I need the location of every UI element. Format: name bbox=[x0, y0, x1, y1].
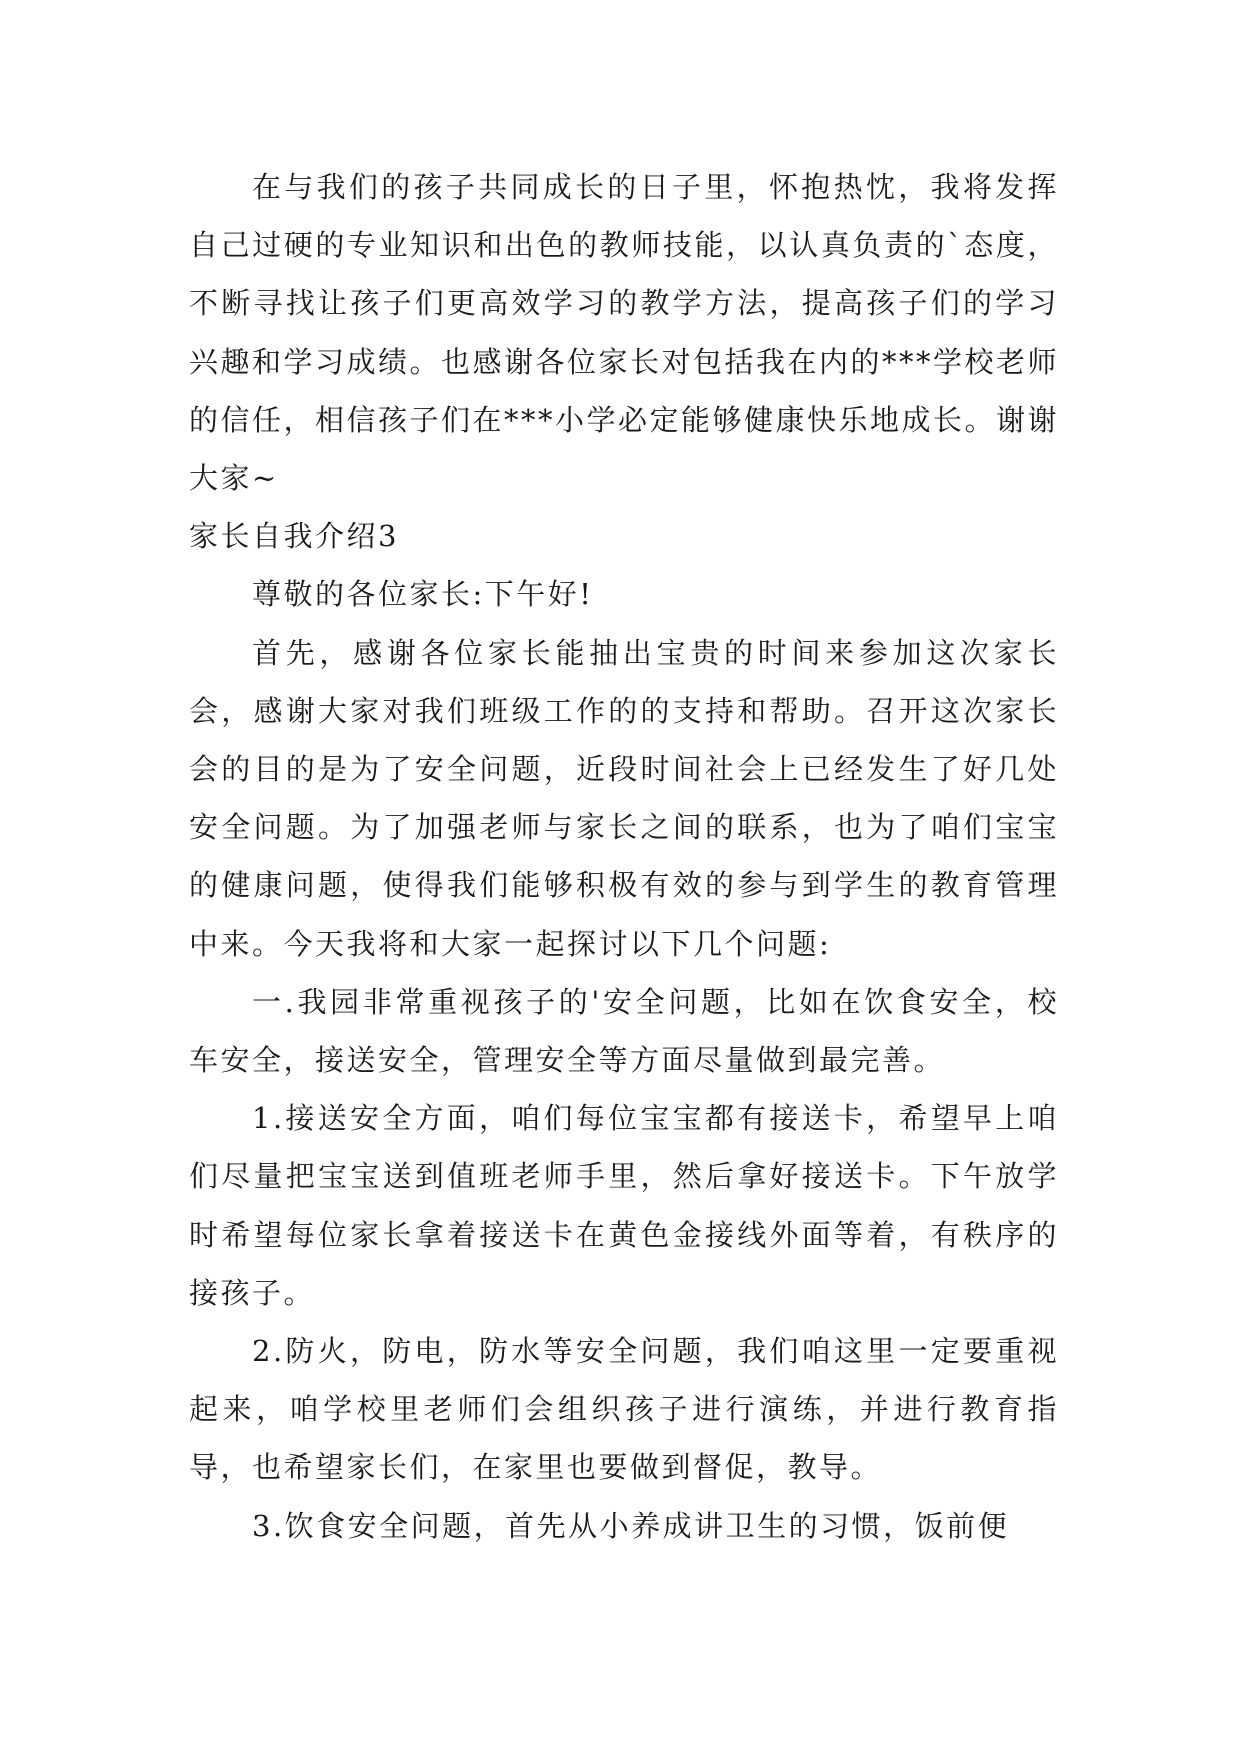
paragraph-item-2: 2.防火，防电，防水等安全问题，我们咱这里一定要重视起来，咱学校里老师们会组织孩子进行演练，并进行教育指导，也希望家长们，在家里也要做到督促，教导。 bbox=[189, 1334, 1059, 1485]
paragraph-introduction: 首先，感谢各位家长能抽出宝贵的时间来参加这次家长会，感谢大家对我们班级工作的的支持和帮助。召开这次家长会的目的是为了安全问题，近段时间社会上已经发生了好几处安全问题。为了加强老师与家长之间的联系，也为了咱们宝宝的健康问题，使得我们能够积极有效的参与到学生的教育管理中来。今天我将和大家一起探讨以下几个问题: bbox=[189, 635, 1059, 961]
section-heading: 家长自我介绍3 bbox=[189, 519, 399, 554]
paragraph-item-1: 1.接送安全方面，咱们每位宝宝都有接送卡，希望早上咱们尽量把宝宝送到值班老师手里，然后拿好接送卡。下午放学时希望每位家长拿着接送卡在黄色金接线外面等着，有秩序的接孩子。 bbox=[189, 1101, 1059, 1310]
paragraph-closing-remarks: 在与我们的孩子共同成长的日子里，怀抱热忱，我将发挥自己过硬的专业知识和出色的教师技能，以认真负责的`态度，不断寻找让孩子们更高效学习的教学方法，提高孩子们的学习兴趣和学习成绩。也感谢各位家长对包括我在内的***学校老师的信任，相信孩子们在***小学必定能够健康快乐地成长。谢谢大家~ bbox=[189, 170, 1060, 496]
document-body bbox=[189, 158, 1059, 1555]
paragraph-item-3: 3.饮食安全问题，首先从小养成讲卫生的习惯，饭前便 bbox=[252, 1508, 1010, 1543]
paragraph-greeting: 尊敬的各位家长:下午好! bbox=[252, 577, 594, 612]
paragraph-point-one: 一.我园非常重视孩子的'安全问题，比如在饮食安全，校车安全，接送安全，管理安全等方面尽量做到最完善。 bbox=[189, 984, 1059, 1078]
